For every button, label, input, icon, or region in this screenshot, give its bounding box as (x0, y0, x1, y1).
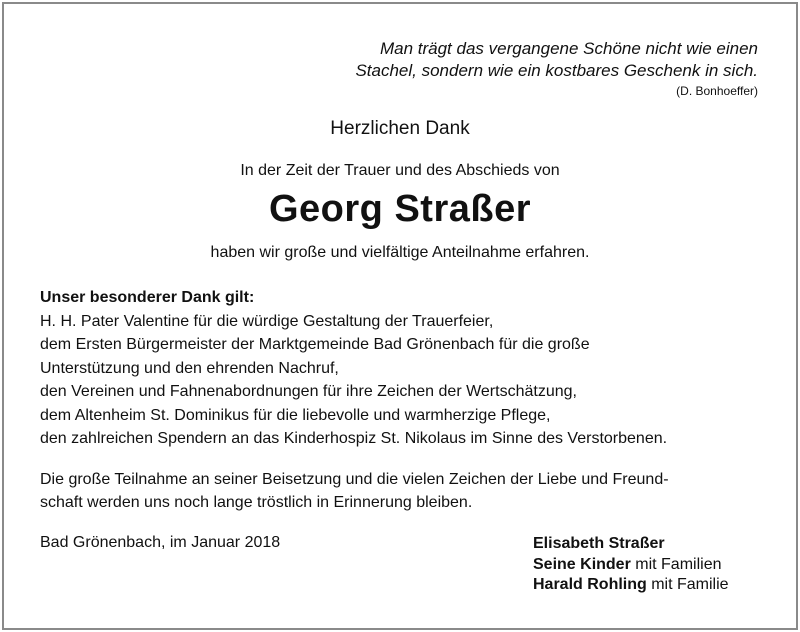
signer (533, 534, 729, 555)
heading: Herzlichen Dank (330, 118, 470, 139)
signer-suffix: mit Familien (630, 555, 722, 573)
special-thanks (40, 286, 770, 451)
signer-name: Harald Rohling (533, 576, 647, 593)
special-thanks-line: den Vereinen und Fahnenabordnungen für ihre Zeichen der Wertschätzung, (40, 383, 577, 400)
special-thanks-line: H. H. Pater Valentine für die würdige Gestaltung der Trauerfeier, (40, 312, 494, 330)
signer (533, 575, 729, 596)
closing-line: schaft werden uns noch lange tröstlich in Erinnerung bleiben. (40, 494, 473, 511)
signer-name: Elisabeth Straßer (533, 535, 665, 552)
quote-line: Man trägt das vergangene Schöne nicht wie einen (379, 39, 758, 58)
signer (533, 555, 729, 576)
special-thanks-line: den zahlreichen Spendern an das Kinderhospiz St. Nikolaus im Sinne des Verstorbenen. (40, 430, 668, 447)
quote (298, 38, 758, 82)
special-thanks-line: dem Ersten Bürgermeister der Marktgemeinde Bad Grönenbach für die große (40, 336, 590, 353)
special-thanks-title: Unser besonderer Dank gilt: (40, 289, 255, 306)
deceased-name: Georg Straßer (268, 188, 532, 230)
closing-line: Die große Teilnahme an seiner Beisetzung und die vielen Zeichen der Liebe und Freund- (40, 471, 669, 488)
closing-paragraph (40, 468, 770, 514)
place-date: Bad Grönenbach, im Januar 2018 (40, 534, 281, 551)
quote-author: (D. Bonhoeffer) (676, 84, 758, 98)
special-thanks-line: dem Altenheim St. Dominikus für die liebevolle und warmherzige Pflege, (40, 406, 551, 424)
sympathy-text: haben wir große und vielfältige Anteilnahme erfahren. (210, 244, 590, 261)
special-thanks-line: Unterstützung und den ehrenden Nachruf, (40, 359, 339, 377)
intro-text: In der Zeit der Trauer und des Abschieds von (240, 162, 560, 179)
quote-line: Stachel, sondern wie ein kostbares Geschenk in sich. (355, 61, 758, 80)
signers (533, 534, 729, 596)
signer-name: Seine Kinder (533, 555, 631, 573)
signer-suffix: mit Familie (646, 576, 729, 593)
